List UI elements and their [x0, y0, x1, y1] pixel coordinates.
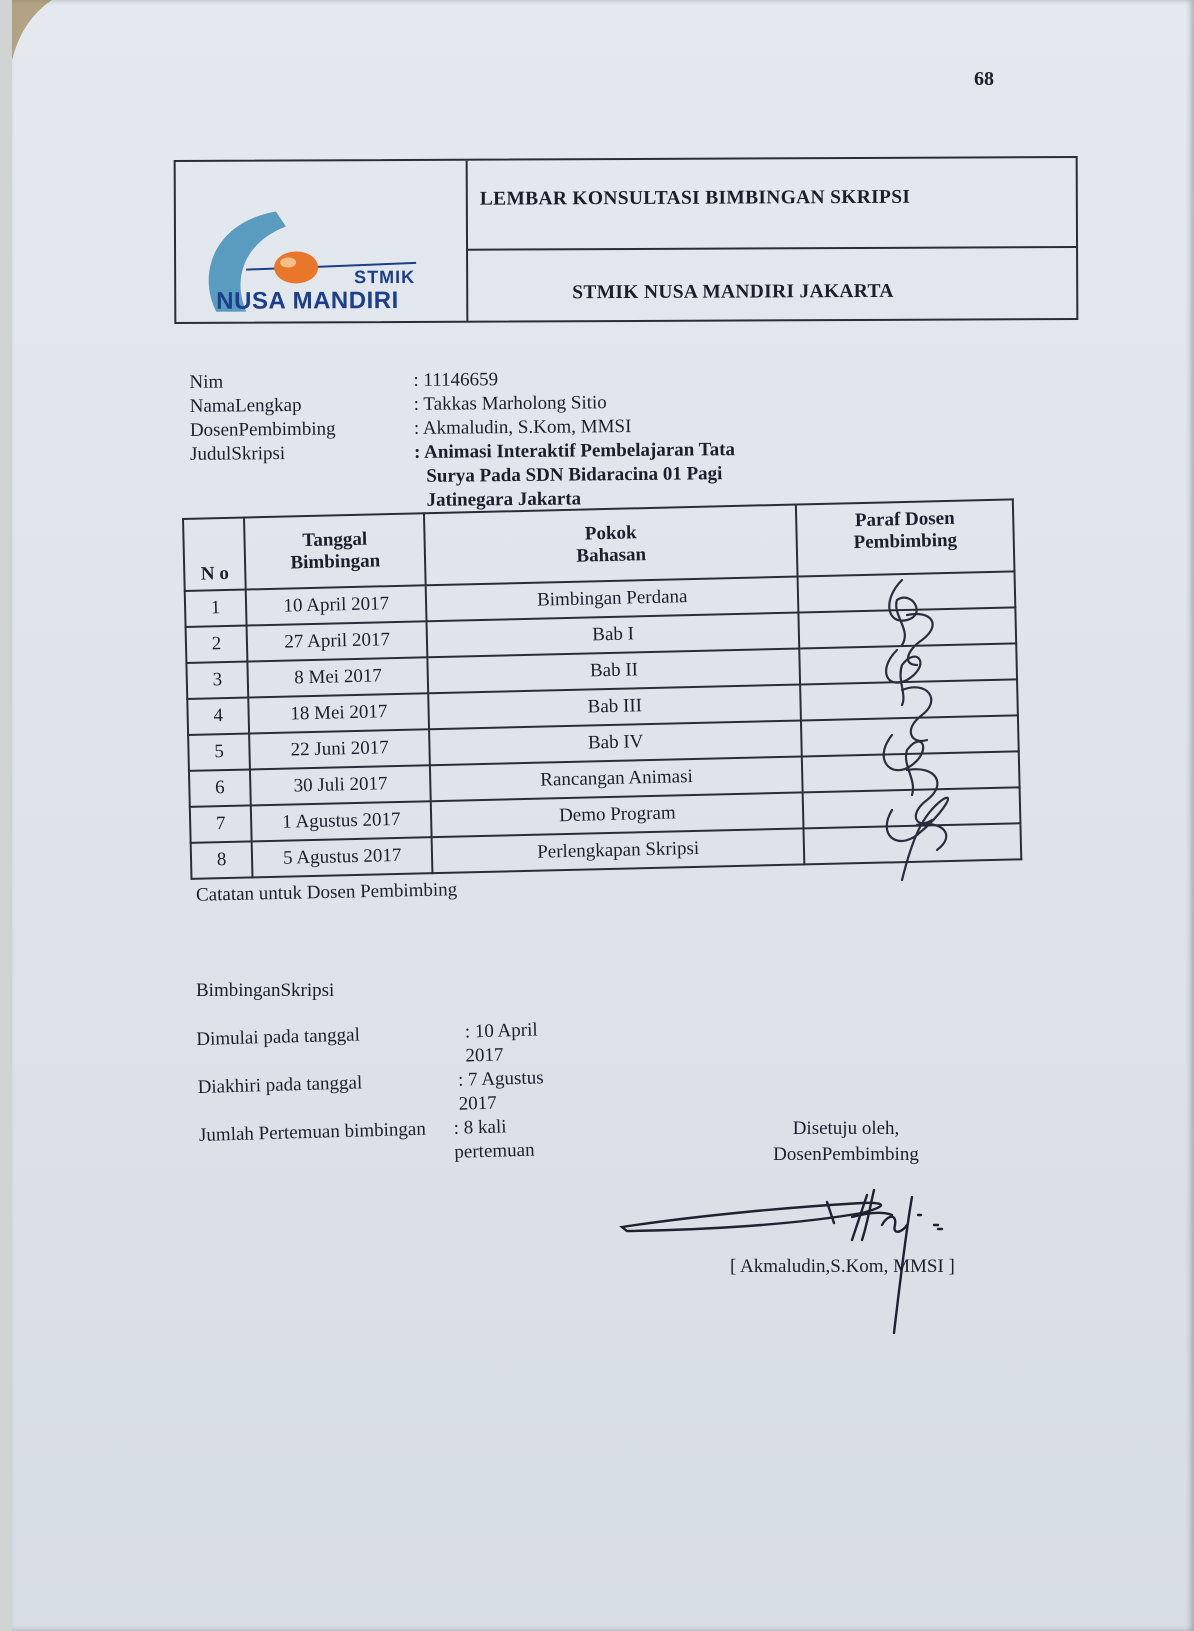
- advisor-label: DosenPembimbing: [189, 418, 336, 441]
- student-info: [189, 365, 846, 515]
- row-no: 5: [188, 733, 250, 770]
- document-page: [12, 0, 1194, 1631]
- advisor-note: Catatan untuk Dosen Pembimbing: [195, 879, 458, 906]
- end-label: Diakhiri pada tanggal: [197, 1072, 363, 1098]
- approval-block: [758, 1116, 934, 1168]
- end-value: : 7 Agustus 2017: [457, 1067, 544, 1115]
- row-no: 7: [190, 805, 252, 842]
- row-date: 27 April 2017: [247, 621, 428, 661]
- header-date-line1: Tanggal: [302, 528, 368, 552]
- header-topic-line1: Pokok: [584, 522, 637, 545]
- row-no: 2: [186, 626, 248, 663]
- thesis-title-line3: Jatinegara Jakarta: [426, 488, 582, 511]
- row-no: 8: [191, 841, 253, 878]
- row-no: 4: [187, 697, 249, 734]
- row-topic: Bab I: [427, 613, 800, 658]
- header-topic-line2: Bahasan: [576, 544, 647, 567]
- advisor-value: : Akmaludin, S.Kom, MMSI: [413, 416, 632, 439]
- count-label: Jumlah Pertemuan bimbingan: [198, 1118, 427, 1146]
- row-date: 5 Agustus 2017: [252, 837, 433, 877]
- row-no: 3: [186, 661, 248, 698]
- row-topic: Bab IV: [429, 720, 802, 765]
- row-topic: Bab III: [429, 684, 802, 729]
- row-date: 10 April 2017: [246, 585, 427, 625]
- page-corner-shadow: [12, 0, 172, 70]
- row-topic: Perlengkapan Skripsi: [432, 828, 805, 873]
- row-date: 8 Mei 2017: [248, 657, 429, 697]
- logo-text-small: STMIK: [354, 266, 416, 288]
- header-institution-cell: [468, 248, 1076, 321]
- header-paraf-line2: Pembimbing: [853, 529, 958, 554]
- document-title: LEMBAR KONSULTASI BIMBINGAN SKRIPSI: [479, 186, 911, 210]
- thesis-label: JudulSkripsi: [190, 443, 286, 465]
- row-topic: Rancangan Animasi: [430, 756, 803, 801]
- thesis-title-line2: Surya Pada SDN Bidaracina 01 Pagi: [426, 463, 723, 487]
- start-value: : 10 April 2017: [464, 1019, 538, 1067]
- row-date: 18 Mei 2017: [248, 693, 429, 733]
- row-date: 30 Juli 2017: [250, 765, 431, 805]
- row-date: 1 Agustus 2017: [251, 801, 432, 841]
- header-paraf-line1: Paraf Dosen: [854, 507, 955, 532]
- nim-value: : 11146659: [413, 369, 499, 391]
- header-no: N o: [183, 518, 246, 591]
- row-topic: Bab II: [428, 648, 801, 693]
- signer-name: [ Akmaludin,S.Kom, MMSI ]: [730, 1256, 955, 1277]
- header-title-cell: [468, 158, 1076, 251]
- approval-line2: DosenPembimbing: [773, 1144, 919, 1165]
- header-topic: [424, 505, 797, 586]
- header-paraf: [796, 499, 1014, 576]
- start-label: Dimulai pada tanggal: [196, 1024, 361, 1050]
- row-no: 6: [189, 769, 251, 806]
- row-topic: Demo Program: [431, 792, 804, 837]
- logo-text-big: NUSA MANDIRI: [216, 286, 399, 315]
- header-box: [174, 156, 1079, 324]
- count-value: : 8 kali pertemuan: [453, 1116, 535, 1163]
- header-date-line2: Bimbingan: [290, 550, 381, 574]
- name-label: NamaLengkap: [189, 394, 302, 417]
- summary-title: BimbinganSkripsi: [196, 980, 335, 1001]
- header-date: [244, 513, 426, 589]
- thesis-title-line1: : Animasi Interaktif Pembelajaran Tata: [414, 439, 736, 463]
- logo-cell: [176, 161, 469, 322]
- name-value: : Takkas Marholong Sitio: [413, 392, 607, 415]
- nim-label: Nim: [189, 371, 224, 393]
- row-no: 1: [185, 590, 247, 627]
- page-number: 68: [974, 68, 994, 90]
- institution-name: STMIK NUSA MANDIRI JAKARTA: [572, 280, 894, 304]
- paraf-signatures-icon: [872, 570, 982, 900]
- row-topic: Bimbingan Perdana: [426, 577, 799, 622]
- row-date: 22 Juni 2017: [249, 729, 430, 769]
- approval-line1: Disetuju oleh,: [792, 1118, 900, 1139]
